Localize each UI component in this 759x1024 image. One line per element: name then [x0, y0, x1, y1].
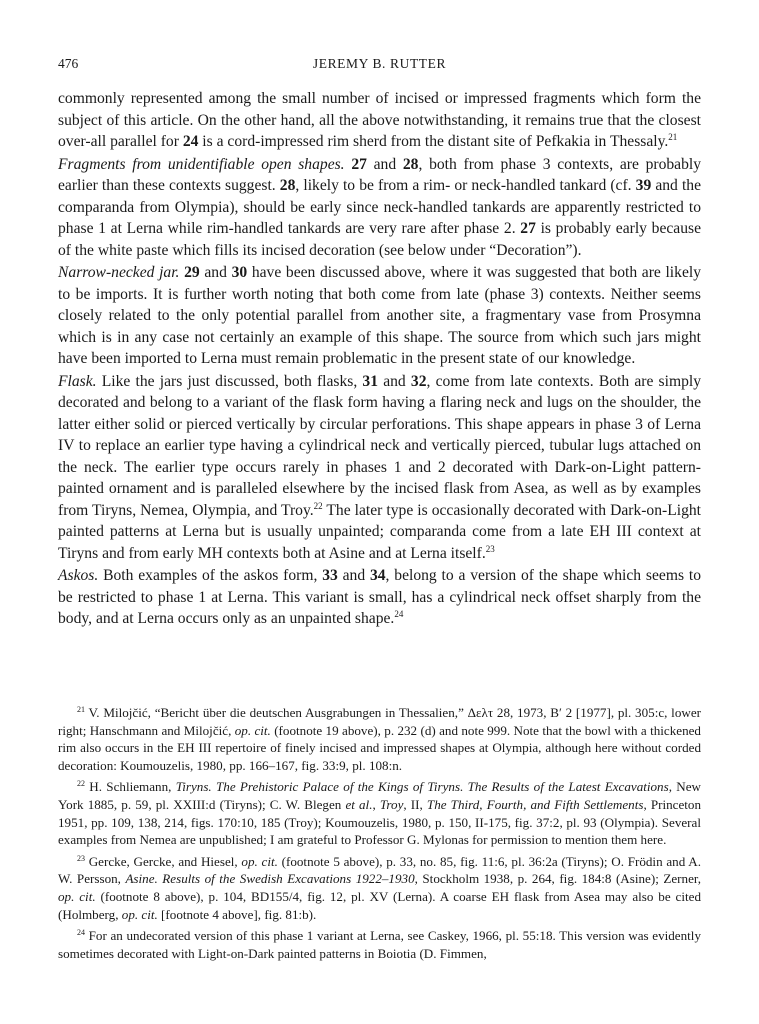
- catalogue-number: 33: [322, 567, 338, 584]
- text-run: is a cord-impressed rim sherd from the distant site of Pefkakia in Thessaly.: [198, 133, 669, 150]
- footnote-number: 24: [77, 928, 85, 938]
- footnotes: [58, 704, 701, 966]
- italic-run: The Third, Fourth, and Fifth Settlements: [426, 796, 644, 812]
- footnote-number: 21: [77, 705, 85, 714]
- text-run: Gercke, Gercke, and Hiesel,: [85, 853, 242, 869]
- paragraph-askos: [58, 565, 701, 630]
- section-heading: Narrow-necked jar.: [58, 264, 180, 281]
- italic-run: et al.: [345, 796, 373, 812]
- text-run: ,: [372, 796, 380, 812]
- text-run: and: [199, 264, 232, 281]
- catalogue-number: 24: [182, 133, 199, 150]
- catalogue-number: 27: [520, 220, 536, 237]
- footnote-ref[interactable]: 24: [394, 609, 404, 619]
- text-run: H. Schliemann,: [85, 779, 176, 795]
- italic-run: op. cit.: [241, 853, 278, 869]
- paragraph-flask: [58, 371, 701, 565]
- text-run: , Stockholm 1938, p. 264, fig. 184:8 (Asine); Zerner,: [414, 871, 701, 887]
- text-run: , New York 1885, p. 59, pl. XXIII:d (Tiryns); C. W. Blegen: [58, 779, 701, 812]
- catalogue-number: 39: [635, 177, 652, 194]
- text-run: For an undecorated version of this phase 1 variant at Lerna, see Caskey, 1966, pl. 55:18. This version was evidently sometimes decorated with Light-on-Dark painted patterns in Boiotia (D. Fimmen,: [58, 928, 701, 961]
- italic-run: op. cit.: [58, 888, 96, 904]
- catalogue-number: 32: [410, 372, 427, 390]
- text-run: and: [378, 372, 411, 390]
- text-run: , come from late contexts. Both are simply decorated and belong to a variant of the flask form having a flaring neck and lugs on the shoulder, the latter either solid or pierced vertically by circular perforations. This shape appears in phase 3 of Lerna IV to replace an earlier type having a cylindrical neck and vertically pierced, tubular lugs attached on the neck. The earlier type occurs rarely in phases 1 and 2 decorated with Dark-on-Light pattern-painted ornament and is paralleled elsewhere by the incised flask from Asea, as well as by examples from Tiryns, Nemea, Olympia, and Troy.: [58, 372, 702, 519]
- italic-run: op. cit.: [121, 906, 158, 922]
- catalogue-number: 28: [402, 155, 419, 173]
- text-run: (footnote 8 above), p. 104, BD155/4, fig. 12, pl. XV (Lerna). A coarse EH flask from Asea may also be cited (Holmberg,: [58, 888, 701, 922]
- italic-run: Asine. Results of the Swedish Excavations 1922–1930: [125, 871, 415, 887]
- text-run: have been discussed above, where it was suggested that both are likely to be imports. It is further worth noting that both come from late (phase 3) contexts. Neither seems closely related to the only potential parallel from another site, a fragmentary vase from Prosymna which is in any case not certainly an example of this shape. The source from which such jars might have been imported to Lerna must remain problematic in the present state of our knowledge.: [58, 264, 701, 367]
- paragraph-open-shapes: [58, 154, 701, 262]
- catalogue-number: 27: [351, 155, 367, 173]
- page-header: [58, 56, 701, 74]
- text-run: , II,: [403, 796, 427, 812]
- page-number: 476: [58, 56, 79, 71]
- catalogue-number: 34: [369, 567, 386, 584]
- catalogue-number: 30: [231, 264, 248, 281]
- text-run: (footnote 5 above), p. 33, no. 85, fig. 11:6, pl. 36:2a (Tiryns); O. Frödin and A. W. Persson,: [58, 853, 701, 887]
- footnote-number: 23: [77, 853, 85, 863]
- section-heading: Flask.: [58, 372, 97, 390]
- footnote-ref[interactable]: 23: [485, 543, 495, 554]
- footnote-21: [58, 704, 701, 774]
- text-run: Like the jars just discussed, both flasks,: [96, 372, 363, 390]
- paragraph-continuation: [58, 88, 701, 153]
- italic-run: Troy: [379, 796, 404, 812]
- text-run: is probably early because of the white paste which fills its incised decoration (see below under “Decoration”).: [58, 220, 701, 259]
- catalogue-number: 31: [362, 372, 379, 390]
- text-run: Both examples of the askos form,: [98, 567, 323, 584]
- italic-run: op. cit.: [234, 722, 271, 738]
- text-run: and the comparanda from Olympia), should be early since neck-handled tankards are apparently restricted to phase 1 at Lerna while rim-handled tankards are very rare after phase 2.: [58, 177, 701, 237]
- text-run: , both from phase 3 contexts, are probably earlier than these contexts suggest.: [58, 155, 702, 194]
- text-run: [footnote 4 above], fig. 81:b).: [157, 906, 317, 922]
- text-run: The later type is occasionally decorated with Dark-on-Light painted patterns at Lerna but is usually unpainted; comparanda come from a late EH III context at Tiryns and from early MH contexts both at Asine and at Lerna itself.: [58, 501, 701, 562]
- catalogue-number: 29: [184, 264, 200, 281]
- text-run: and: [337, 567, 370, 584]
- text-run: , Princeton 1951, pp. 109, 138, 214, figs. 170:10, 185 (Troy); Koumouzelis, 1980, p. 150, II-175, fig. 37:2, pl. 93 (Olympia). Several examples from Nemea are unpublished; I am grateful to Professor G. Mylonas for permission to mention them here.: [58, 796, 702, 848]
- text-run: V. Milojčić, “Bericht über die deutschen Ausgrabungen in Thessalien,” Δελτ 28, 1973, B′ 2 [1977], pl. 305:c, lower right; Hanschmann and Milojčić,: [58, 705, 701, 738]
- text-run: and: [366, 155, 403, 173]
- text-run: , likely to be from a rim- or neck-handled tankard (cf.: [295, 177, 636, 194]
- footnote-ref[interactable]: 21: [668, 132, 678, 142]
- footnote-ref[interactable]: 22: [313, 500, 323, 511]
- section-heading: Askos.: [58, 567, 99, 584]
- text-run: (footnote 19 above), p. 232 (d) and note 999. Note that the bowl with a thickened rim also occurs in the EH III repertoire of finely incised and impressed shapes at Olympia, although here without corded decoration: Koumouzelis, 1980, pp. 166–167, fig. 33:9, pl. 108:n.: [58, 722, 701, 773]
- running-head: JEREMY B. RUTTER: [312, 56, 447, 71]
- footnote-23: [58, 853, 701, 923]
- footnote-number: 22: [77, 779, 85, 789]
- footnote-24: [58, 927, 701, 962]
- section-heading: Fragments from unidentifiable open shapes.: [58, 155, 345, 173]
- text-run: , belong to a version of the shape which seems to be restricted to phase 1 at Lerna. This variant is small, has a cylindrical neck offset sharply from the body, and at Lerna occurs only as an unpainted shape.: [58, 567, 701, 627]
- footnote-22: [58, 778, 701, 848]
- text-run: commonly represented among the small number of incised or impressed fragments which form the subject of this article. On the other hand, all the above notwithstanding, it remains true that the closest over-all parallel for: [58, 90, 701, 150]
- italic-run: Tiryns. The Prehistoric Palace of the Kings of Tiryns. The Results of the Latest Excavations: [175, 779, 669, 795]
- catalogue-number: 28: [279, 177, 296, 194]
- paragraph-narrow-necked-jar: [58, 262, 701, 370]
- body-text: [58, 88, 701, 630]
